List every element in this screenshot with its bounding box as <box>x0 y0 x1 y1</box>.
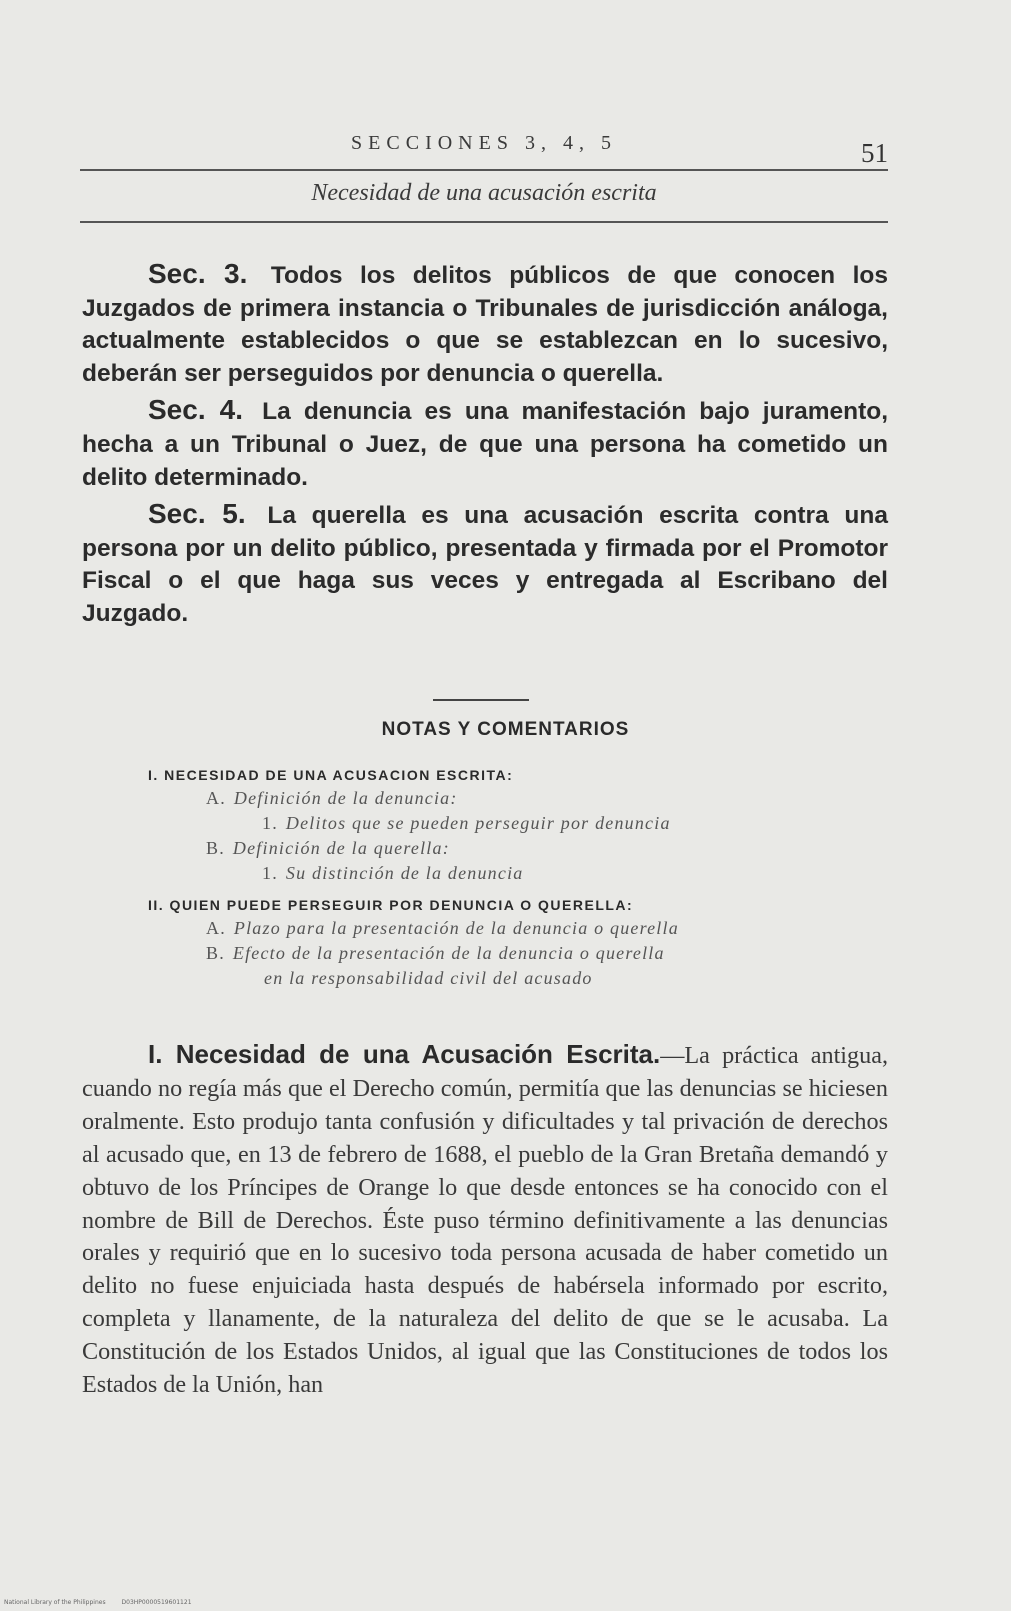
section-3 <box>82 258 888 390</box>
outline-section-2: II. QUIEN PUEDE PERSEGUIR POR DENUNCIA O QUERELLA: <box>148 897 634 913</box>
statute-sections <box>82 258 888 635</box>
outline-text: Su distinción de la denuncia <box>285 863 524 883</box>
outline-marker: 1. <box>262 813 278 833</box>
scan-footer <box>4 1599 206 1606</box>
outline-item-continuation: en la responsabilidad civil del acusado <box>264 968 593 988</box>
outline-section-1: I. NECESIDAD DE UNA ACUSACION ESCRITA: <box>148 767 514 783</box>
outline-marker: B. <box>206 838 225 858</box>
running-head <box>80 128 888 168</box>
notes-outline <box>148 764 888 991</box>
footer-library: National Library of the Philippines <box>4 1599 106 1606</box>
header-rule-top <box>80 169 888 171</box>
header-rule-bottom <box>80 221 888 223</box>
outline-marker: A. <box>206 788 226 808</box>
outline-item <box>148 861 888 886</box>
outline-marker: 1. <box>262 863 278 883</box>
section-5 <box>82 498 888 630</box>
page-number: 51 <box>861 138 888 168</box>
outline-item <box>148 786 888 811</box>
outline-text: Definición de la querella: <box>232 838 450 858</box>
section-4-text: La denuncia es una manifestación bajo juramento, hecha a un Tribunal o Juez, de que una persona ha cometido un delito determinado. <box>82 398 889 491</box>
outline-item <box>148 836 888 861</box>
running-title: SECCIONES 3, 4, 5 <box>351 132 617 154</box>
page-subtitle: Necesidad de una acusación escrita <box>311 180 657 206</box>
outline-text: Delitos que se pueden perseguir por denuncia <box>285 813 671 833</box>
section-5-text: La querella es una acusación escrita contra una persona por un delito público, presentada y firmada por el Promotor Fiscal o el que haga sus veces y entregada al Escribano del Juzgado. <box>82 502 888 627</box>
section-4 <box>82 394 888 494</box>
outline-marker: A. <box>206 918 226 938</box>
outline-marker: B. <box>206 943 225 963</box>
outline-text: Efecto de la presentación de la denuncia o querella <box>232 943 665 963</box>
section-5-label: Sec. 5. <box>148 498 246 530</box>
notes-title: NOTAS Y COMENTARIOS <box>381 719 630 740</box>
outline-text: Plazo para la presentación de la denuncia o querella <box>233 918 679 938</box>
commentary-text: —La práctica antigua, cuando no regía más que el Derecho común, permitía que las denuncias se hiciesen oralmente. Esto produjo tanta confusión y dificultades y tal privación de derechos al acusado que, en 13 de febrero de 1688, el pueblo de la Gran Bretaña demandó y obtuvo de los Príncipes de Orange lo que desde entonces se ha conocido con el nombre de Bill de Derechos. Éste puso término definitivamente a las denuncias orales y requirió que en lo sucesivo toda persona acusada de haber cometido un delito no fuese enjuiciada hasta después de habérsela informado por escrito, completa y llanamente, de la naturaleza del delito de que se le acusaba. La Constitución de los Estados Unidos, al igual que las Constituciones de todos los Estados de la Unión, han <box>82 1042 888 1399</box>
section-3-text: Todos los delitos públicos de que conocen los Juzgados de primera instancia o Tribunales de jurisdicción análoga, actualmente establecidos o que se establezcan en lo sucesivo, deberán ser perseguidos por denuncia o querella. <box>82 262 888 387</box>
outline-text: Definición de la denuncia: <box>233 788 458 808</box>
outline-item <box>148 811 888 836</box>
footer-code: D03HP0000519601121 <box>121 1599 192 1606</box>
notes-divider <box>433 699 529 701</box>
section-4-label: Sec. 4. <box>148 394 244 426</box>
section-3-label: Sec. 3. <box>148 258 248 289</box>
outline-item <box>148 941 888 966</box>
commentary-heading: I. Necesidad de una Acusación Escrita. <box>148 1039 661 1069</box>
outline-item <box>148 916 888 941</box>
commentary-body <box>82 1038 888 1402</box>
